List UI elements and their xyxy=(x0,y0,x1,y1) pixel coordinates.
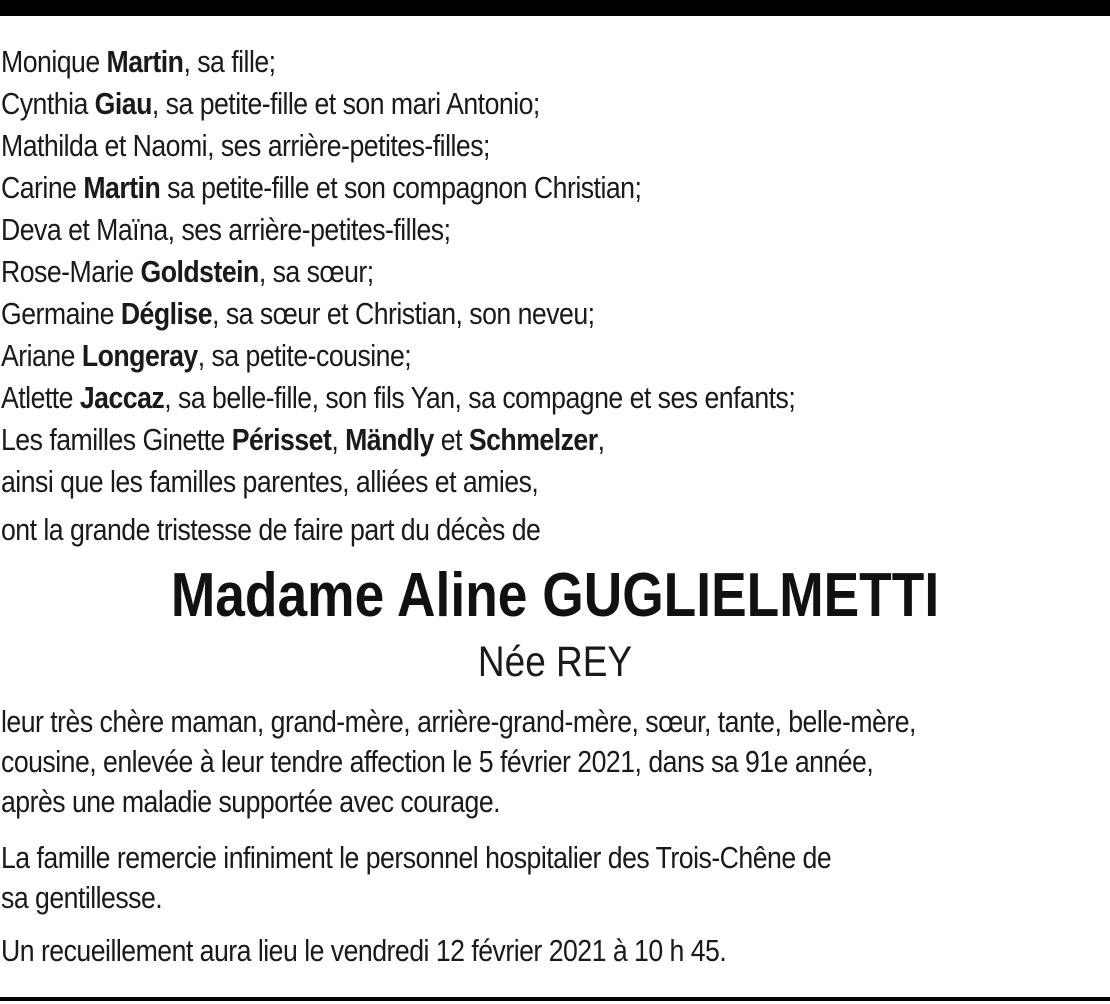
mourner-first-name: Ariane xyxy=(1,338,82,373)
separator: et xyxy=(433,422,469,457)
mourner-first-name: Rose-Marie xyxy=(1,254,141,289)
mourner-line xyxy=(1,377,954,419)
mourner-first-name: Germaine xyxy=(1,296,121,331)
mourner-surname: Giau xyxy=(94,86,152,121)
tribute-paragraph xyxy=(1,702,1109,822)
mourner-line xyxy=(1,251,954,293)
mourner-first-name: Monique xyxy=(1,44,107,79)
mourner-surname: Martin xyxy=(106,44,184,79)
paragraph-line: leur très chère maman, grand-mère, arrière-grand-mère, sœur, tante, belle-mère, xyxy=(1,704,916,739)
mourner-surname: Martin xyxy=(83,170,161,205)
paragraph-line: Un recueillement aura lieu le vendredi 12 février 2021 à 10 h 45. xyxy=(1,933,727,968)
mourner-first-name: Atlette xyxy=(1,380,80,415)
mourner-relation: , sa belle-fille, son fils Yan, sa compagne et ses enfants; xyxy=(164,380,796,415)
announcement-intro: ont la grande tristesse de faire part du décès de xyxy=(1,512,541,547)
mourner-relation: , sa petite-cousine; xyxy=(197,338,412,373)
mourner-line xyxy=(1,83,954,125)
mourner-relation: sa petite-fille et son compagnon Christian; xyxy=(160,170,642,205)
separator: , xyxy=(331,422,346,457)
mourner-surname: Longeray xyxy=(81,338,198,373)
mourner-line xyxy=(1,209,954,251)
maiden-name: Née REY xyxy=(477,638,633,686)
families-prefix: Les familles Ginette xyxy=(1,422,232,457)
family-name: Schmelzer xyxy=(468,422,598,457)
separator: , xyxy=(597,422,605,457)
mourner-first-name: Cynthia xyxy=(1,86,95,121)
mourner-relation: , sa sœur; xyxy=(258,254,374,289)
ceremony-paragraph xyxy=(1,931,1109,971)
relatives-line: ainsi que les familles parentes, alliées et amies, xyxy=(1,464,539,499)
thanks-paragraph xyxy=(1,838,1109,918)
mourner-first-name: Mathilda et Naomi, ses arrière-petites-filles; xyxy=(1,128,490,163)
mourner-first-name: Carine xyxy=(1,170,84,205)
mourner-relation: , sa petite-fille et son mari Antonio; xyxy=(151,86,540,121)
paragraph-line: cousine, enlevée à leur tendre affection le 5 février 2021, dans sa 91e année, xyxy=(1,744,874,779)
deceased-name: Madame Aline GUGLIELMETTI xyxy=(170,561,940,630)
mourner-surname: Déglise xyxy=(120,296,213,331)
mourner-line xyxy=(1,293,954,335)
paragraph-line: après une maladie supportée avec courage. xyxy=(1,784,501,819)
mourner-relation: , sa sœur et Christian, son neveu; xyxy=(212,296,595,331)
family-name: Mändly xyxy=(345,422,434,457)
mourner-first-name: Deva et Maïna, ses arrière-petites-filles; xyxy=(1,212,451,247)
mourner-line xyxy=(1,41,954,83)
mourner-line xyxy=(1,335,954,377)
family-name: Périsset xyxy=(231,422,332,457)
mourner-line xyxy=(1,167,954,209)
mourners-list xyxy=(1,41,1109,503)
mourner-surname: Jaccaz xyxy=(79,380,165,415)
mourner-relation: , sa fille; xyxy=(183,44,276,79)
mourner-line xyxy=(1,125,954,167)
mourner-surname: Goldstein xyxy=(140,254,259,289)
bottom-rule xyxy=(0,997,1110,1001)
top-rule xyxy=(0,0,1110,16)
paragraph-line: La famille remercie infiniment le personnel hospitalier des Trois-Chêne de xyxy=(1,840,832,875)
families-line xyxy=(1,419,954,461)
paragraph-line: sa gentillesse. xyxy=(1,880,163,915)
